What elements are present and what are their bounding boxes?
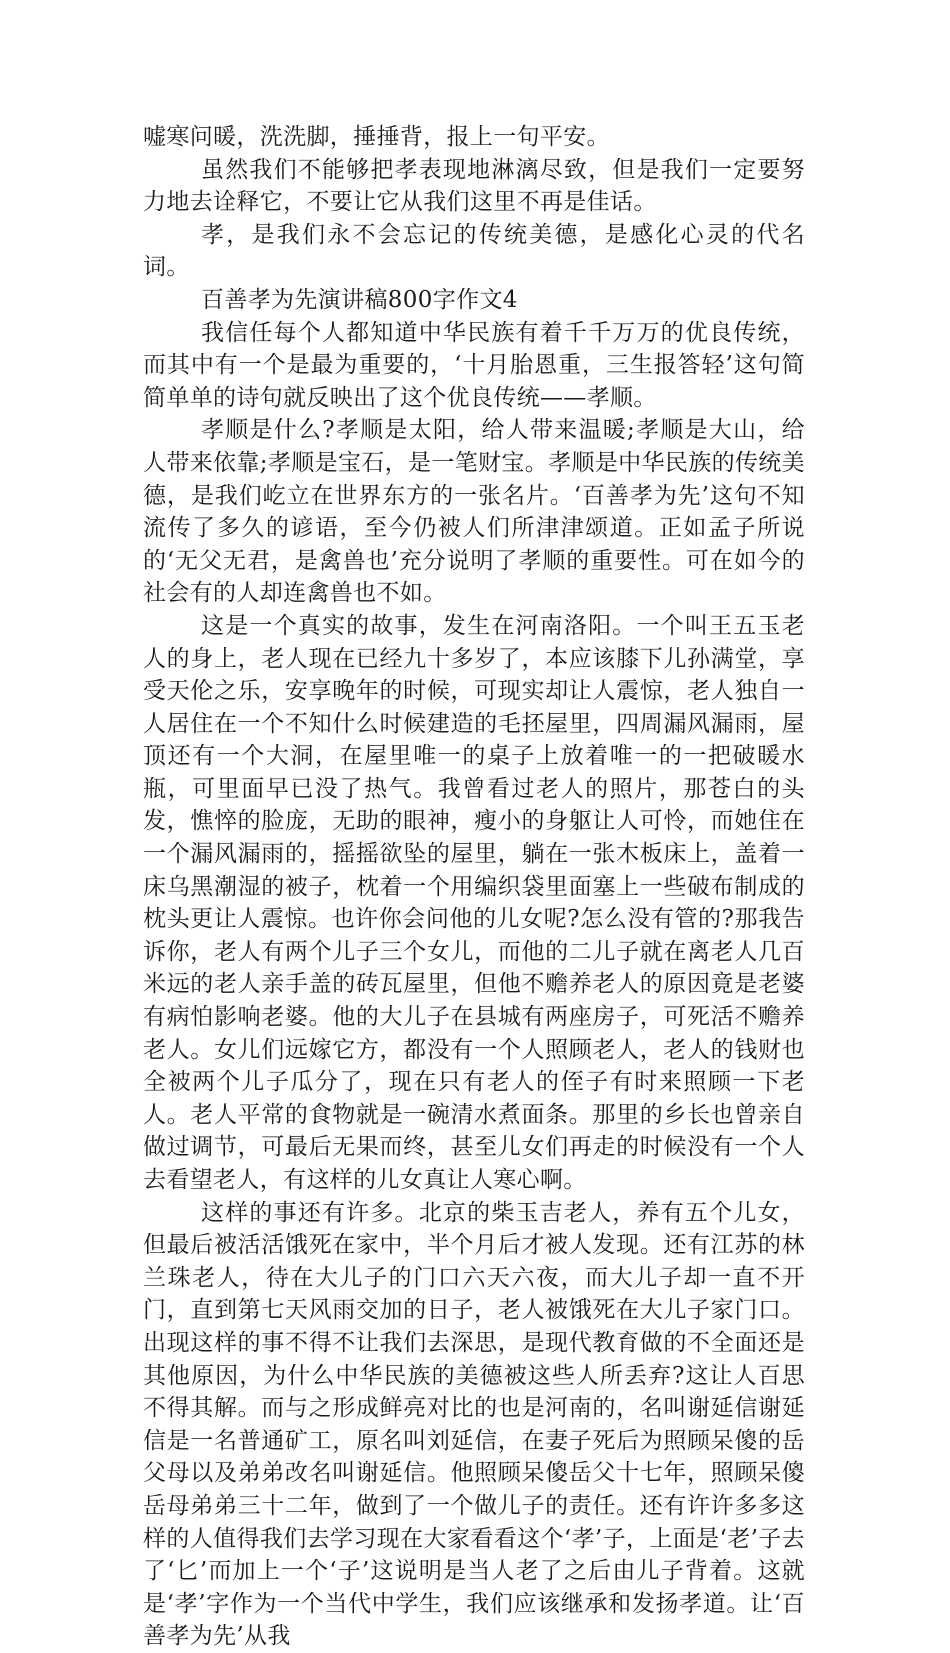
paragraph-7: 这样的事还有许多。北京的柴玉吉老人，养有五个儿女，但最后被活活饿死在家中，半个月后才被人发现。还有江苏的林兰珠老人，待在大儿子的门口六天六夜，而大儿子却一直不开门，直到第七天风雨交加的日子，老人被饿死在大儿子家门口。出现这样的事不得不让我们去深思，是现代教育做的不全面还是其他原因，为什么中华民族的美德被这些人所丢弃?这让人百思不得其解。而与之形成鲜亮对比的也是河南的，名叫谢延信谢延信是一名普通矿工，原名叫刘延信，在妻子死后为照顾呆傻的岳父母以及弟弟改名叫谢延信。他照顾呆傻岳父十七年，照顾呆傻岳母弟弟三十二年，做到了一个做儿子的责任。还有许许多多这样的人值得我们去学习现在大家看看这个‘孝’子，上面是‘老’子去了‘匕’而加上一个‘子’这说明是当人老了之后由儿子背着。这就是‘孝’字作为一个当代中学生，我们应该继承和发扬孝道。让‘百善孝为先’从我 bbox=[143, 1199, 806, 1650]
section-heading: 百善孝为先演讲稿800字作文4 bbox=[201, 286, 518, 313]
paragraph-1: 嘘寒问暖，洗洗脚，捶捶背，报上一句平安。 bbox=[143, 124, 610, 150]
paragraph-2: 虽然我们不能够把孝表现地淋漓尽致，但是我们一定要努力地去诠释它，不要让它从我们这里不再是佳话。 bbox=[143, 156, 805, 216]
paragraph-5: 孝顺是什么?孝顺是太阳，给人带来温暖;孝顺是大山，给人带来依靠;孝顺是宝石，是一笔财宝。孝顺是中华民族的传统美德，是我们屹立在世界东方的一张名片。‘百善孝为先’这句不知流传了多久的谚语，至今仍被人们所津津颂道。正如孟子所说的‘无父无君，是禽兽也’充分说明了孝顺的重要性。可在如今的社会有的人却连禽兽也不如。 bbox=[143, 417, 805, 607]
paragraph-6: 这是一个真实的故事，发生在河南洛阳。一个叫王五玉老人的身上，老人现在已经九十多岁了，本应该膝下儿孙满堂，享受天伦之乐，安享晚年的时候，可现实却让人震惊，老人独自一人居住在一个不知什么时候建造的毛抷屋里，四周漏风漏雨，屋顶还有一个大洞，在屋里唯一的桌子上放着唯一的一把破暖水瓶，可里面早已没了热气。我曾看过老人的照片，那苍白的头发，憔悴的脸庞，无助的眼神，瘦小的身躯让人可怜，而她住在一个漏风漏雨的，摇摇欲坠的屋里，躺在一张木板床上，盖着一床乌黑潮湿的被子，枕着一个用编织袋里面塞上一些破布制成的枕头更让人震惊。也许你会问他的儿女呢?怎么没有管的?那我告诉你，老人有两个儿子三个女儿，而他的二儿子就在离老人几百米远的老人亲手盖的砖瓦屋里，但他不赡养老人的原因竟是老婆有病怕影响老婆。他的大儿子在县城有两座房子，可死活不赡养老人。女儿们远嫁它方，都没有一个人照顾老人，老人的钱财也全被两个儿子瓜分了，现在只有老人的侄子有时来照顾一下老人。老人平常的食物就是一碗清水煮面条。那里的乡长也曾亲自做过调节，可最后无果而终，甚至儿女们再走的时候没有一个人去看望老人，有这样的儿女真让人寒心啊。 bbox=[143, 612, 805, 1193]
paragraph-4: 我信任每个人都知道中华民族有着千千万万的优良传统，而其中有一个是最为重要的，‘十月胎恩重，三生报答轻’这句简简单单的诗句就反映出了这个优良传统——孝顺。 bbox=[143, 319, 805, 411]
paragraph-3: 孝，是我们永不会忘记的传统美德，是感化心灵的代名词。 bbox=[143, 221, 805, 281]
document-body bbox=[143, 121, 805, 1653]
